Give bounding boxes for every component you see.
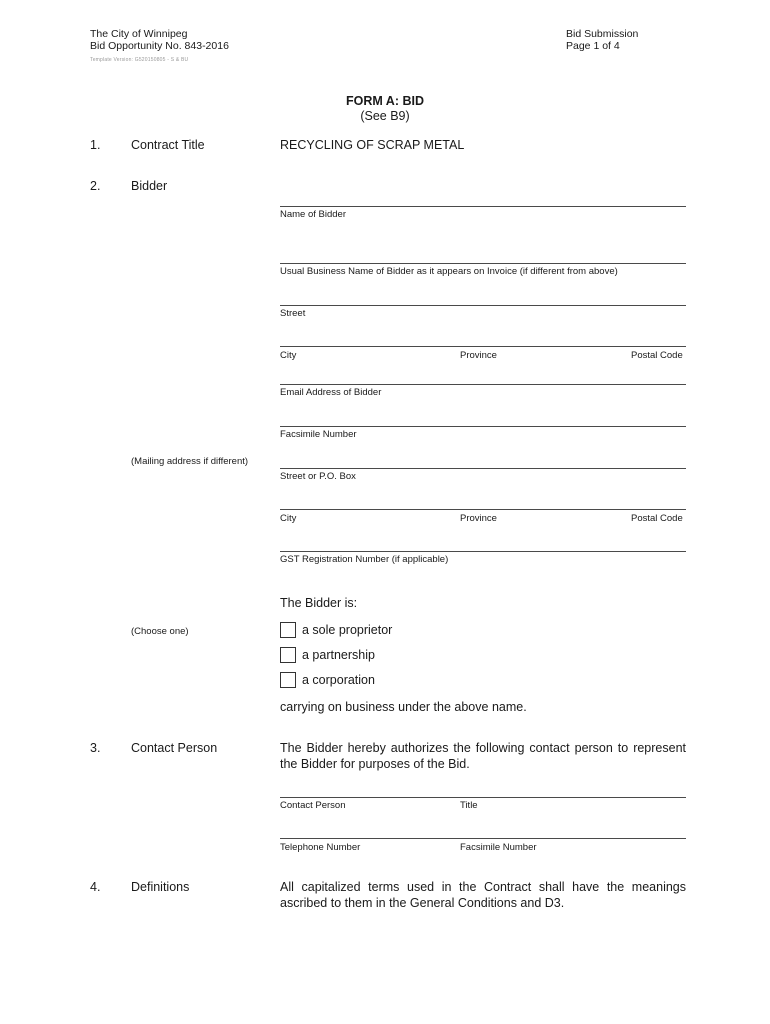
contact-person-title-field[interactable] (280, 797, 686, 798)
street-field[interactable] (280, 305, 686, 306)
province-label: Province (460, 350, 497, 361)
section-2-number: 2. (90, 179, 101, 193)
mailing-city-province-postal-field[interactable] (280, 509, 686, 510)
telephone-number-label: Telephone Number (280, 842, 361, 853)
form-title: FORM A: BID (346, 94, 424, 108)
corporation-label: a corporation (302, 673, 375, 687)
mailing-city-label: City (280, 513, 297, 524)
street-po-box-label: Street or P.O. Box (280, 471, 356, 482)
contact-person-authorization-text: The Bidder hereby authorizes the following contact person to represent the Bidder for purposes of the Bid. (280, 741, 686, 771)
sole-proprietor-label: a sole proprietor (302, 623, 393, 637)
contact-person-label: Contact Person (280, 800, 346, 811)
telephone-fax-field[interactable] (280, 838, 686, 839)
city-name: The City of Winnipeg (90, 28, 188, 40)
partnership-label: a partnership (302, 648, 375, 662)
bidder-is-label: The Bidder is: (280, 596, 358, 610)
street-label: Street (280, 308, 306, 319)
form-subtitle: (See B9) (360, 109, 410, 123)
carrying-on-business-text: carrying on business under the above name. (280, 700, 527, 714)
mailing-province-label: Province (460, 513, 497, 524)
contact-fax-label: Facsimile Number (460, 842, 537, 853)
email-label: Email Address of Bidder (280, 387, 382, 398)
section-1-number: 1. (90, 138, 101, 152)
choose-one-note: (Choose one) (131, 626, 189, 637)
email-field[interactable] (280, 384, 686, 385)
corporation-checkbox[interactable] (280, 672, 296, 688)
section-1-label: Contract Title (131, 138, 205, 152)
partnership-checkbox[interactable] (280, 647, 296, 663)
section-2-label: Bidder (131, 179, 168, 193)
city-label: City (280, 350, 297, 361)
street-po-box-field[interactable] (280, 468, 686, 469)
section-3-number: 3. (90, 741, 101, 755)
page-number: Page 1 of 4 (566, 40, 620, 52)
mailing-address-note: (Mailing address if different) (131, 456, 249, 467)
gst-number-field[interactable] (280, 551, 686, 552)
mailing-postal-code-label: Postal Code (631, 513, 683, 524)
section-3-label: Contact Person (131, 741, 218, 755)
fax-label: Facsimile Number (280, 429, 357, 440)
definitions-text: All capitalized terms used in the Contract shall have the meanings ascribed to them in the General Conditions and D3. (280, 880, 686, 910)
contract-title-value: RECYCLING OF SCRAP METAL (280, 138, 465, 152)
usual-business-name-label: Usual Business Name of Bidder as it appears on Invoice (if different from above) (280, 266, 618, 277)
template-version: Template Version: G520150805 - S & BU (90, 57, 189, 63)
bid-opportunity-number: Bid Opportunity No. 843-2016 (90, 40, 229, 52)
name-of-bidder-field[interactable] (280, 206, 686, 207)
contact-title-label: Title (460, 800, 478, 811)
section-4-number: 4. (90, 880, 101, 894)
name-of-bidder-label: Name of Bidder (280, 209, 347, 220)
section-4-label: Definitions (131, 880, 190, 894)
sole-proprietor-checkbox[interactable] (280, 622, 296, 638)
postal-code-label: Postal Code (631, 350, 683, 361)
gst-number-label: GST Registration Number (if applicable) (280, 554, 449, 565)
fax-field[interactable] (280, 426, 686, 427)
bid-submission-label: Bid Submission (566, 28, 639, 40)
city-province-postal-field[interactable] (280, 346, 686, 347)
usual-business-name-field[interactable] (280, 263, 686, 264)
